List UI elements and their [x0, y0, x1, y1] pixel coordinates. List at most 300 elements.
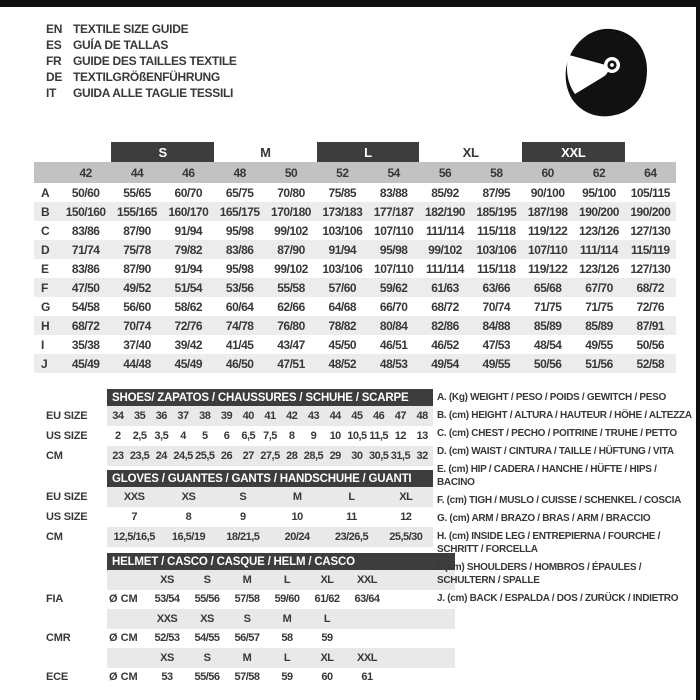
row-letter: I	[41, 337, 45, 352]
helmet-values	[107, 590, 455, 610]
measurement-value: 99/102	[274, 223, 308, 238]
measurement-value: 84/88	[482, 318, 511, 333]
sub-table-row	[46, 527, 433, 547]
helmet-value: 59/60	[274, 593, 300, 606]
sub-value: 2,5	[132, 430, 147, 442]
helmet-size-label: XS	[160, 651, 174, 664]
measurement-value: 57/60	[328, 280, 357, 295]
helmet-value-row	[46, 668, 455, 688]
helmet-size-values	[107, 609, 455, 629]
sub-value: 9	[240, 511, 246, 523]
measurement-row	[34, 335, 676, 354]
language-title-block	[46, 21, 237, 101]
sub-value: 24	[155, 450, 167, 462]
measurement-value: 115/118	[477, 223, 516, 238]
sub-value: 6	[223, 430, 230, 442]
language-code: EN	[46, 22, 63, 36]
measurement-value: 107/110	[374, 261, 414, 276]
sub-value: 10	[329, 430, 341, 442]
measurement-value: 50/56	[533, 356, 562, 371]
measurement-value: 80/84	[379, 318, 408, 333]
measurement-value: 61/63	[431, 280, 459, 295]
helmet-value: 52/53	[154, 632, 180, 645]
measurement-value: 62/66	[277, 299, 305, 314]
helmet-size-label: XL	[320, 651, 334, 664]
sub-value: 28	[286, 450, 298, 462]
sub-table-row	[46, 507, 433, 527]
legend-item: D. (cm) WAIST / CINTURA / TAILLE / HÜFTUNG / VITA	[437, 446, 674, 457]
sub-value: 29	[329, 450, 341, 462]
measurement-value: 59/62	[379, 280, 408, 295]
measurement-row	[34, 183, 676, 202]
measurement-value: 68/72	[71, 318, 100, 333]
sub-value: 47	[394, 410, 407, 422]
helmet-value-row	[46, 590, 455, 610]
size-label: 62	[592, 165, 606, 180]
helmet-size-label: XXS	[156, 612, 178, 625]
measurement-value: 41/45	[225, 337, 254, 352]
measurement-value: 127/130	[630, 223, 671, 238]
legend-item: E. (cm) HIP / CADERA / HANCHE / HÜFTE / HIPS / BACINO	[437, 464, 657, 488]
measurement-value: 60/64	[225, 299, 254, 314]
measurement-value: 44/48	[123, 356, 151, 371]
measurement-value: 90/100	[530, 185, 565, 200]
size-label: 46	[182, 165, 195, 180]
sub-value: 32	[416, 450, 428, 462]
measurement-value: 67/70	[585, 280, 613, 295]
measurement-value: 95/98	[379, 242, 408, 257]
measurement-value: 95/98	[225, 261, 254, 276]
measurement-value: 185/195	[476, 204, 517, 219]
sub-value: 40	[242, 410, 254, 422]
sub-value: 5	[201, 430, 208, 442]
sub-value: M	[292, 491, 302, 503]
measurement-value: 95/100	[582, 185, 616, 200]
measurement-value: 83/86	[71, 261, 100, 276]
sub-row-label: CM	[46, 450, 63, 462]
language-code: IT	[46, 86, 57, 100]
language-code: DE	[46, 70, 63, 84]
sub-value: 4	[180, 430, 186, 442]
language-row	[46, 53, 237, 69]
sub-value: 6,5	[241, 430, 256, 442]
sub-value: 45	[351, 410, 363, 422]
language-title: GUÍA DE TALLAS	[73, 38, 169, 52]
sub-value: 39	[220, 410, 233, 422]
sub-value: 30	[351, 450, 363, 462]
helmet-size-label: S	[243, 612, 251, 625]
measurement-legend	[437, 391, 693, 610]
sub-value: 30,5	[368, 450, 389, 462]
sub-value: S	[239, 491, 247, 503]
sub-value: 20/24	[284, 531, 310, 543]
sub-value: 11	[346, 511, 357, 523]
measurement-value: 190/200	[579, 204, 619, 219]
language-title: GUIDE DES TAILLES TEXTILE	[73, 54, 237, 68]
legend-item: A. (Kg) WEIGHT / PESO / POIDS / GEWITCH / PESO	[437, 392, 666, 403]
measurement-value: 55/58	[277, 280, 305, 295]
sub-value: 43	[307, 410, 320, 422]
measurement-value: 83/86	[71, 223, 100, 238]
sub-row-values	[107, 527, 433, 547]
measurement-value: 182/190	[425, 204, 465, 219]
size-label: 56	[438, 165, 452, 180]
sub-value: 38	[199, 410, 211, 422]
legend-item: B. (cm) HEIGHT / ALTURA / HAUTEUR / HÖHE / ALTEZZA	[437, 410, 692, 421]
helmet-size-row-spacer	[46, 570, 107, 590]
measurement-value: 72/76	[636, 299, 665, 314]
measurement-value: 123/126	[579, 261, 619, 276]
measurement-value: 70/74	[123, 318, 151, 333]
measurement-value: 79/82	[174, 242, 203, 257]
racing-helmet-icon	[552, 22, 656, 122]
helmet-size-label: L	[283, 651, 291, 664]
measurement-value: 85/92	[431, 185, 459, 200]
measurement-value: 187/198	[527, 204, 568, 219]
helmet-filler	[387, 609, 455, 629]
measurement-value: 91/94	[174, 223, 203, 238]
measurement-value: 68/72	[636, 280, 665, 295]
measurement-value: 49/55	[482, 356, 511, 371]
measurement-value: 47/50	[71, 280, 100, 295]
size-number-row	[34, 162, 676, 183]
helmet-size-label: XXL	[357, 651, 377, 664]
sub-value: 8	[288, 430, 295, 442]
measurement-value: 39/42	[174, 337, 203, 352]
measurement-value: 70/80	[277, 185, 305, 200]
measurement-value: 111/114	[426, 261, 464, 276]
measurement-value: 82/86	[431, 318, 459, 333]
measurement-value: 53/56	[225, 280, 254, 295]
helmet-size-values	[107, 648, 455, 668]
measurement-value: 87/90	[277, 242, 305, 257]
measurement-value: 190/200	[630, 204, 671, 219]
measurement-value: 64/68	[328, 299, 357, 314]
sub-value: 46	[373, 410, 385, 422]
measurement-value: 150/160	[65, 204, 106, 219]
helmet-size-label: M	[242, 573, 252, 586]
measurement-value: 83/88	[379, 185, 408, 200]
measurement-row	[34, 297, 676, 316]
measurement-value: 45/49	[71, 356, 100, 371]
measurement-value: 99/102	[428, 242, 462, 257]
row-letter: D	[41, 242, 50, 257]
sub-value: 10,5	[347, 430, 367, 442]
measurement-value: 75/78	[123, 242, 151, 257]
sub-value: 9	[310, 430, 317, 442]
sub-value: XS	[181, 491, 196, 503]
helmet-value: 59	[281, 671, 293, 684]
sub-value: 18/21,5	[226, 531, 260, 543]
helmet-value: 57/58	[234, 593, 260, 606]
helmet-value: 53/54	[154, 593, 180, 606]
measurement-value: 115/119	[631, 242, 670, 257]
helmet-size-label: XS	[200, 612, 214, 625]
measurement-value: 105/115	[630, 185, 670, 200]
measurement-value: 76/80	[277, 318, 305, 333]
helmet-size-values	[107, 570, 455, 590]
measurement-value: 54/58	[71, 299, 100, 314]
measurement-row	[34, 278, 676, 297]
measurement-value: 85/89	[585, 318, 613, 333]
measurement-value: 56/60	[123, 299, 151, 314]
helmet-size-label: S	[203, 651, 211, 664]
sub-value: 48	[416, 410, 428, 422]
sub-row-values	[107, 406, 433, 426]
helmet-section	[46, 553, 455, 687]
size-row-corner	[34, 162, 60, 183]
measurement-value: 91/94	[328, 242, 357, 257]
helmet-standard-cmr: CMR	[46, 632, 71, 645]
sub-value: 41	[264, 410, 276, 422]
measurement-value: 107/110	[528, 242, 568, 257]
language-title: TEXTILGRÖßENFÜHRUNG	[73, 70, 220, 84]
sub-table-row	[46, 406, 433, 426]
helmet-size-row	[46, 609, 455, 629]
measurement-value: 160/170	[168, 204, 209, 219]
band-spacer-right	[625, 142, 676, 162]
row-letter: G	[41, 299, 51, 314]
legend-item: F. (cm) TIGH / MUSLO / CUISSE / SCHENKEL / COSCIA	[437, 495, 682, 506]
measurement-value: 115/118	[477, 261, 516, 276]
measurement-value: 87/90	[123, 223, 151, 238]
measurement-value: 173/183	[322, 204, 363, 219]
helmet-unit-label: Ø CM	[109, 593, 138, 606]
measurement-value: 65/75	[225, 185, 254, 200]
sub-value: 7	[131, 511, 137, 523]
helmet-size-label: L	[283, 573, 291, 586]
shoes-table-body	[46, 406, 433, 466]
helmet-size-label	[347, 609, 387, 629]
helmet-size-row	[46, 648, 455, 668]
sub-value: 35	[133, 410, 146, 422]
measurement-value: 119/122	[528, 261, 568, 276]
row-letter: B	[41, 204, 50, 219]
sub-value: 3,5	[154, 430, 169, 442]
sub-value: 10	[291, 511, 303, 523]
measurement-value: 119/122	[528, 223, 568, 238]
measurement-value: 51/54	[174, 280, 203, 295]
sub-value: 7,5	[263, 430, 277, 442]
helmet-size-label: XL	[320, 573, 334, 586]
legend-item: J. (cm) BACK / ESPALDA / DOS / ZURÜCK / INDIETRO	[437, 593, 679, 604]
measurement-value: 91/94	[174, 261, 203, 276]
sub-value: 12,5/16,5	[113, 531, 155, 543]
measurement-row	[34, 316, 676, 335]
measurement-value: 35/38	[71, 337, 100, 352]
size-label: 50	[284, 165, 298, 180]
row-letter: F	[41, 280, 49, 295]
sub-row-values	[107, 487, 433, 507]
size-label: 44	[130, 165, 144, 180]
measurement-value: 49/54	[431, 356, 459, 371]
measurement-value: 74/78	[225, 318, 254, 333]
helmet-value: 55/56	[194, 671, 220, 684]
measurement-value: 71/74	[71, 242, 100, 257]
measurement-value: 107/110	[374, 223, 414, 238]
sub-table-row	[46, 446, 433, 466]
size-label: 64	[644, 165, 657, 180]
sub-table-row	[46, 487, 433, 507]
measurement-value: 47/53	[482, 337, 511, 352]
measurement-value: 75/85	[328, 185, 357, 200]
helmet-value: 61/62	[314, 593, 340, 606]
measurement-value: 45/49	[174, 356, 203, 371]
helmet-table-body	[46, 570, 455, 687]
measurement-value: 103/106	[476, 242, 517, 257]
measurement-value: 177/187	[373, 204, 414, 219]
language-row	[46, 69, 237, 85]
helmet-value: 56/57	[234, 632, 260, 645]
measurement-value: 50/60	[71, 185, 100, 200]
measurement-value: 87/95	[482, 185, 511, 200]
sub-value: L	[348, 491, 355, 503]
sub-row-label: EU SIZE	[46, 491, 88, 503]
legend-item: H. (cm) INSIDE LEG / ENTREPIERNA / FOURCHE / SCHRITT / FORCELLA	[437, 531, 661, 555]
helmet-unit-spacer	[107, 609, 147, 629]
measurement-row	[34, 354, 676, 373]
measurement-value: 60/70	[174, 185, 203, 200]
measurement-value: 103/106	[322, 223, 363, 238]
sub-value: 23,5	[129, 450, 150, 462]
measurement-value: 46/51	[379, 337, 408, 352]
measurement-row	[34, 240, 676, 259]
helmet-size-label: M	[242, 651, 252, 664]
gloves-table-body	[46, 487, 433, 547]
row-letter: A	[41, 185, 50, 200]
measurement-value: 83/86	[225, 242, 254, 257]
measurement-value: 72/76	[174, 318, 203, 333]
measurement-value: 71/75	[533, 299, 562, 314]
helmet-value: 53	[161, 671, 173, 684]
measurement-value: 85/89	[533, 318, 562, 333]
row-letter: E	[41, 261, 50, 276]
sub-table-row	[46, 426, 433, 446]
measurement-value: 55/65	[123, 185, 151, 200]
helmet-values	[107, 668, 455, 688]
measurement-value: 63/66	[482, 280, 511, 295]
size-label: 54	[387, 165, 400, 180]
language-code: FR	[46, 54, 62, 68]
measurement-value: 95/98	[225, 223, 254, 238]
measurement-value: 127/130	[630, 261, 671, 276]
sub-row-values	[107, 426, 433, 446]
helmet-unit-label: Ø CM	[109, 671, 138, 684]
measurement-value: 48/54	[533, 337, 562, 352]
size-label: 48	[233, 165, 246, 180]
top-border-bar	[0, 0, 700, 7]
sub-value: 27,5	[260, 450, 280, 462]
helmet-unit-spacer	[107, 570, 147, 590]
measurement-value: 78/82	[328, 318, 357, 333]
language-row	[46, 85, 237, 101]
helmet-section-header: HELMET / CASCO / CASQUE / HELM / CASCO	[107, 553, 455, 570]
measurement-value: 52/58	[636, 356, 665, 371]
sub-value: 37	[177, 410, 189, 422]
measurement-value: 165/175	[219, 204, 260, 219]
sub-row-label: EU SIZE	[46, 410, 88, 422]
sub-value: 42	[286, 410, 298, 422]
size-label: 42	[79, 165, 92, 180]
measurement-value: 46/50	[225, 356, 254, 371]
helmet-size-label: L	[323, 612, 331, 625]
sub-value: 11,5	[369, 430, 389, 442]
sub-row-label: CM	[46, 531, 63, 543]
language-code: ES	[46, 38, 62, 52]
language-title: GUIDA ALLE TAGLIE TESSILI	[73, 86, 234, 100]
gloves-section	[46, 470, 433, 547]
sub-value: 28,5	[303, 450, 324, 462]
sub-value: 8	[185, 511, 192, 523]
sub-value: 27	[242, 450, 254, 462]
helmet-value	[347, 629, 387, 649]
measurement-value: 111/114	[580, 242, 618, 257]
right-border-bar	[696, 0, 700, 700]
measurement-row	[34, 221, 676, 240]
textile-size-table	[34, 142, 676, 373]
helmet-value-row	[46, 629, 455, 649]
helmet-value: 57/58	[234, 671, 260, 684]
row-letter: H	[41, 318, 50, 333]
shoes-section	[46, 389, 433, 466]
helmet-size-label: XXL	[357, 573, 377, 586]
size-label: 58	[490, 165, 503, 180]
helmet-value: 63/64	[354, 593, 380, 606]
sub-value: 25,5/30	[389, 531, 423, 543]
measurement-value: 71/75	[585, 299, 613, 314]
helmet-filler	[387, 668, 455, 688]
size-band-xl: XL	[462, 144, 479, 160]
measurement-value: 87/91	[636, 318, 665, 333]
measurement-value: 48/52	[328, 356, 357, 371]
band-spacer-left	[34, 142, 111, 162]
measurement-value: 43/47	[277, 337, 305, 352]
helmet-value: 60	[321, 671, 333, 684]
sub-row-label: US SIZE	[46, 430, 88, 442]
measurement-value: 111/114	[426, 223, 464, 238]
helmet-standard-ece: ECE	[46, 671, 69, 684]
size-label: 52	[336, 165, 349, 180]
helmet-size-row	[46, 570, 455, 590]
legend-item: G. (cm) ARM / BRAZO / BRAS / ARM / BRACCIO	[437, 513, 651, 524]
sub-value: XL	[399, 491, 413, 503]
helmet-size-label: XS	[160, 573, 174, 586]
size-label: 60	[541, 165, 554, 180]
sub-row-values	[107, 446, 433, 466]
helmet-value: 55/56	[194, 593, 220, 606]
measurement-value: 66/70	[379, 299, 408, 314]
size-band-s: S	[111, 142, 214, 162]
shoes-section-header: SHOES/ ZAPATOS / CHAUSSURES / SCHUHE / SCARPE	[107, 389, 433, 406]
measurement-value: 49/55	[585, 337, 613, 352]
helmet-filler	[387, 629, 455, 649]
sub-value: 34	[112, 410, 124, 422]
size-group-band-row	[34, 142, 676, 162]
sub-value: 31,5	[390, 450, 411, 462]
measurement-value: 50/56	[636, 337, 665, 352]
gloves-section-header: GLOVES / GUANTES / GANTS / HANDSCHUHE / GUANTI	[107, 470, 433, 487]
helmet-unit-spacer	[107, 648, 147, 668]
row-letter: J	[41, 356, 48, 371]
sub-row-values	[107, 507, 433, 527]
measurement-value: 37/40	[123, 337, 151, 352]
sub-value: 26	[220, 450, 233, 462]
size-band-l: L	[317, 142, 420, 162]
sub-value: XXS	[123, 491, 145, 503]
helmet-values	[107, 629, 455, 649]
helmet-size-label: M	[282, 612, 292, 625]
sub-value: 36	[155, 410, 167, 422]
